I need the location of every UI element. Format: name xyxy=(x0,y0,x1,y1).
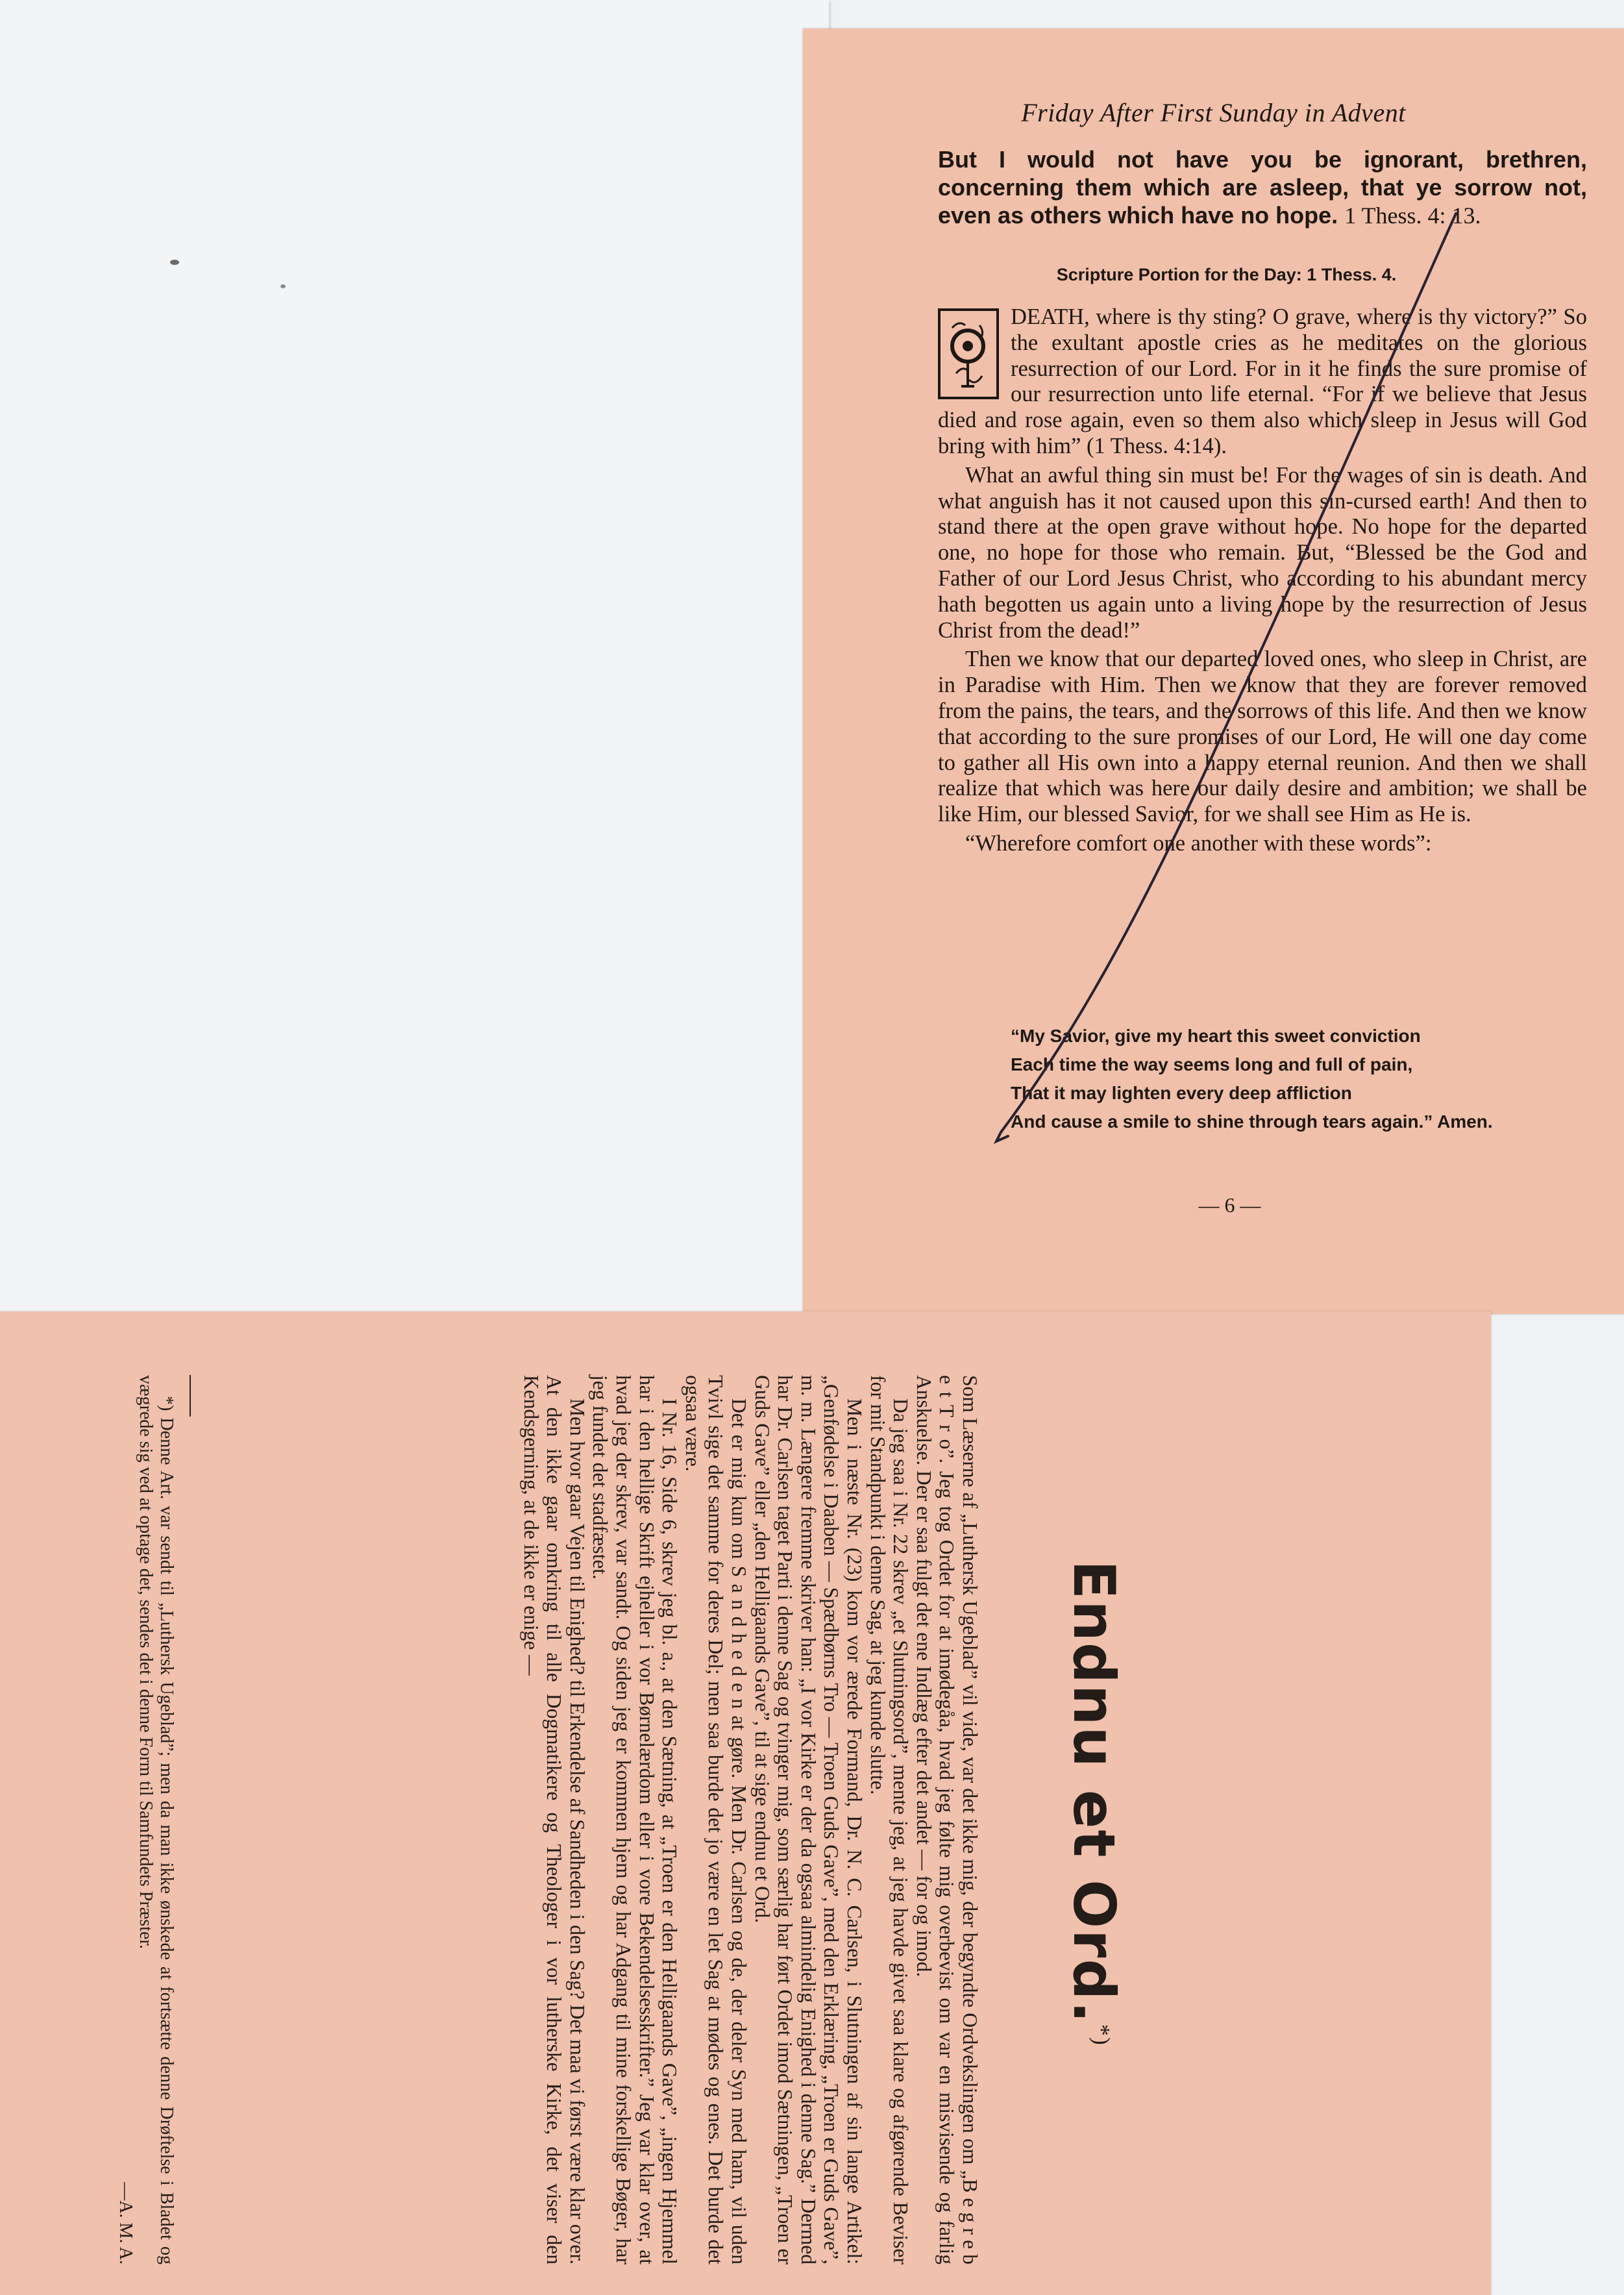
scripture-portion: Scripture Portion for the Day: 1 Thess. 4. xyxy=(1056,265,1397,284)
hymn-line: “My Savior, give my heart this sweet conviction xyxy=(1011,1026,1421,1046)
footnote-text: *) Denne Art. var sendt til „Luthersk Ugeblad”; men da man ikke ønskede at fortsætte denne Drøftelse i Bladet og vægrede sig ved at optage det, sendes det i denne Form til Samfundets Præster. xyxy=(136,1375,177,2264)
article-paragraph: Det er mig kun om S a n d h e d e n at gøre. Men Dr. Carlsen og de, der deler Syn med ham, vil uden Tvivl sige det samme for deres Del; men saa burde det jo være en let Sag at mødes og enes. Det burde det ogsaa være. xyxy=(681,1375,751,2264)
verse-text: But I would not have you be ignorant, brethren, concerning them which are asleep, that ye sorrow not, even as others which have no hope. xyxy=(938,146,1587,229)
hymn-line: Each time the way seems long and full of pain, xyxy=(1011,1054,1413,1074)
paragraph: “Wherefore comfort one another with these words”: xyxy=(965,830,1432,856)
article-paragraph: Men i næste Nr. (23) kom vor ærede Formand, Dr. N. C. Carlsen, i Slutningen af sin lange Artikel: „Genfødelse i Daaben — Spædbørns Tro — Troen Guds Gave”, med den Erklæring, „Troen er Guds Gave”, m. m. Længere fremme skriver han: „I vor Kirke er der da ogsaa almindelig Enighed i denne Sag.” Dermed har Dr. Carlsen taget Parti i denne Sag og tvinger mig, som særlig har ført Ordet imod Sætningen, „Troen er Guds Gave” eller „den Helligaands Gave”, til at sige endnu et Ord. xyxy=(750,1375,867,2264)
ink-speck xyxy=(170,260,179,265)
drop-cap-o-icon xyxy=(938,308,999,399)
paragraph: Then we know that our departed loved ones, who sleep in Christ, are in Paradise with Him. Then we know that they are forever removed from the pains, the tears, and the sorrows of this life. And then we know that according to the sure promises of our Lord, He will one day come to gather all His own into a happy eternal reunion. And then we shall realize that which was here our daily desire and ambition; we shall be like Him, our blessed Savior, for we shall see Him as He is. xyxy=(938,647,1587,827)
ink-speck xyxy=(280,284,286,288)
footnote-divider xyxy=(190,1375,191,1417)
footnote-marker: *) xyxy=(1089,2024,1115,2046)
hymn-stanza xyxy=(1011,1022,1608,1136)
paragraph: DEATH, where is thy sting? O grave, where is thy victory?” So the exultant apostle cries as he meditates on the glorious resurrection of our Lord. For in it he finds the sure promise of our resurrection unto life eternal. “For if we believe that Jesus died and rose again, even so them also which sleep in Jesus will God bring with him” (1 Thess. 4:14). xyxy=(938,304,1587,458)
footnote xyxy=(116,1375,177,2264)
paragraph: What an awful thing sin must be! For the wages of sin is death. And what anguish has it not caused upon this sin-cursed earth! And then to stand there at the open grave without hope. No hope for the departed one, no hope for those who remain. But, “Blessed be the God and Father of our Lord Jesus Christ, who according to his abundant mercy hath begotten us again unto a living hope by the resurrection of Jesus Christ from the dead!” xyxy=(938,462,1587,643)
day-title: Friday After First Sunday in Advent xyxy=(1021,98,1406,127)
newspaper-clipping xyxy=(0,1311,1491,2295)
article-body xyxy=(519,1375,981,2264)
devotional-body xyxy=(938,304,1587,860)
scripture-verse xyxy=(938,145,1587,230)
blank-sheet xyxy=(0,0,829,1311)
hymn-line: And cause a smile to shine through tears again.” Amen. xyxy=(1011,1111,1493,1132)
page-number: — 6 — xyxy=(1198,1193,1261,1217)
article-paragraph: Da jeg saa i Nr. 22 skrev „et Slutningsord”, mente jeg, at jeg havde givet saa klare og afgørende Beviser for mit Standpunkt i denne Sag, at jeg kunde slutte. xyxy=(866,1375,913,2264)
hymn-line: That it may lighten every deep affliction xyxy=(1011,1083,1352,1103)
article-title-text: Endnu et Ord. xyxy=(1061,1560,1127,2024)
signature: —A. M. A. xyxy=(116,2182,136,2264)
article-paragraph: Som Læserne af „Luthersk Ugeblad” vil vide, var det ikke mig, der begyndte Ordvekslingen om „B e g r e b e t T r o”. Jeg tog Ordet for at imødegåa, hvad jeg følte mig overbevist om var en misvisende og farlig Anskuelse. Der er saa fulgt det ene Indlæg efter det andet — for og imod. xyxy=(912,1375,981,2264)
verse-reference: 1 Thess. 4: 13. xyxy=(1344,203,1481,229)
article-paragraph: Men hvor gaar Vejen til Enighed? til Erkendelse af Sandheden i den Sag? Det maa vi først være klar over. At den ikke gaar omkring til alle Dogmatikere og Theologer i vor lutherske Kirke, det viser den Kendsgerning, at de ikke er enige — xyxy=(519,1375,589,2264)
article-title xyxy=(1061,1311,1127,2295)
article-paragraph: I Nr. 16, Side 6, skrev jeg bl. a., at den Sætning, at „Troen er den Helligaands Gave”, „ingen Hjemmel har i den hellige Skrift ejheller i vor Børnelærdom eller i vore Bekendelsesskrifter.” Jeg var klar over, at hvad jeg der skrev, var sandt. Og siden jeg er kommen hjem og har Adgang til mine forskellige Bøger, har jeg fundet det stadfæstet. xyxy=(589,1375,682,2264)
clipping-content-rotated xyxy=(0,1311,1491,2295)
devotional-page xyxy=(803,29,1624,1314)
